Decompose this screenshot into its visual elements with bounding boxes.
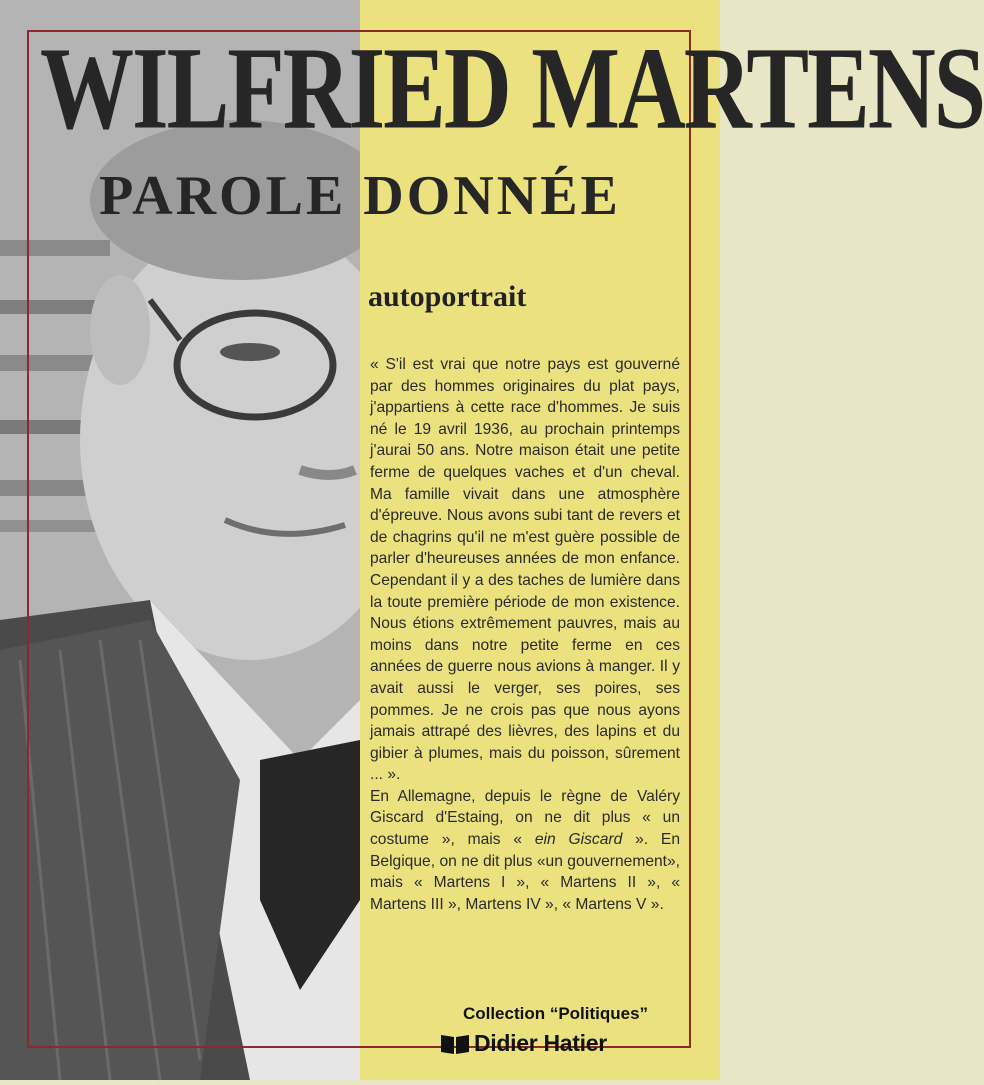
publisher-name: Didier Hatier bbox=[474, 1030, 607, 1056]
book-logo-icon bbox=[440, 1032, 470, 1056]
blurb-note-start: En Allemagne, depuis le règne de Valéry Giscard d'Estaing, on ne dit plus « un costume », mais « bbox=[370, 787, 680, 849]
book-genre: autoportrait bbox=[368, 280, 527, 313]
book-title: PAROLE DONNÉE bbox=[99, 165, 621, 227]
blurb-note-end: ». En Belgique, on ne dit plus «un gouvernement», mais « Martens I », « Martens II », « Martens III », Martens IV », « Martens V ». bbox=[370, 831, 680, 913]
back-blurb bbox=[370, 354, 680, 915]
publisher-logo bbox=[440, 1030, 607, 1057]
blurb-quote: « S'il est vrai que notre pays est gouverné par des hommes originaires du plat pays, j'appartiens à cette race d'hommes. Je suis né le 19 avril 1936, au prochain printemps j'aurai 50 ans. Notre maison était une petite ferme de quelques vaches et d'un cheval. Ma famille vivait dans une atmosphère d'épreuve. Nous avons subi tant de revers et de chagrins qu'il ne m'est guère possible de parler d'heureuses années de mon enfance. Cependant il y a des taches de lumière dans la toute première période de mon existence. Nous étions extrêmement pauvres, mais au moins dans notre petite ferme en ces années de guerre nous avions à manger. Il y avait aussi le verger, ses poires, ses pommes. Je ne crois pas que nous ayons jamais attrapé des lièvres, des lapins et du gibier à plumes, mais du poisson, sûrement ... ». bbox=[370, 356, 680, 784]
author-name: WILFRIED MARTENS bbox=[40, 23, 984, 154]
blurb-note-emphasis: ein Giscard bbox=[534, 831, 623, 849]
collection-label: Collection “Politiques” bbox=[462, 1004, 649, 1023]
blurb-note bbox=[370, 786, 680, 916]
